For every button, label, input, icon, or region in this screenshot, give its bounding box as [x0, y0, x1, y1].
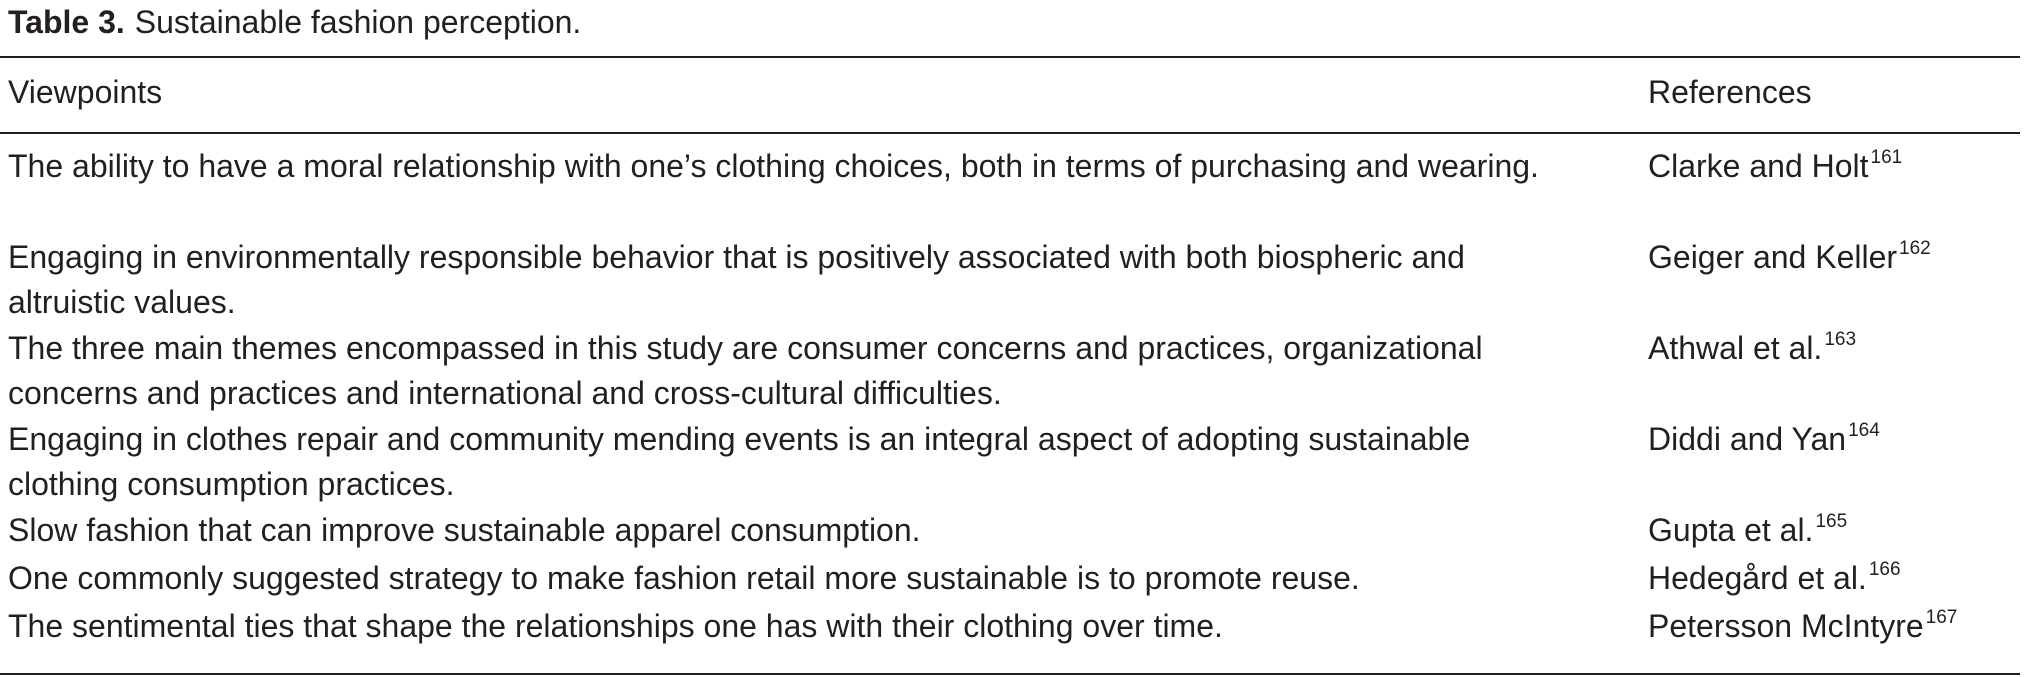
table-header-row [0, 60, 2020, 130]
reference-cell [1648, 144, 1902, 189]
reference-authors: Petersson McIntyre [1648, 608, 1924, 644]
table-row [0, 508, 2020, 556]
reference-authors: Clarke and Holt [1648, 148, 1869, 184]
reference-cell [1648, 556, 1901, 601]
reference-authors: Geiger and Keller [1648, 239, 1898, 275]
reference-number: 161 [1870, 147, 1903, 168]
reference-cell [1648, 604, 1957, 649]
table-title: Sustainable fashion perception. [134, 4, 582, 40]
viewpoint-cell: Slow fashion that can improve sustainable apparel consumption. [8, 512, 921, 548]
table-row [0, 604, 2020, 652]
viewpoint-cell: The ability to have a moral relationship with one’s clothing choices, both in terms of purchasing and wearing. [8, 148, 1539, 184]
viewpoint-cell: The sentimental ties that shape the relationships one has with their clothing over time. [8, 608, 1223, 644]
reference-cell [1648, 326, 1856, 371]
reference-authors: Gupta et al. [1648, 512, 1814, 548]
table-row [0, 144, 2020, 235]
reference-cell [1648, 508, 1847, 553]
reference-authors: Athwal et al. [1648, 330, 1823, 366]
reference-cell [1648, 235, 1931, 280]
viewpoint-cell: Engaging in clothes repair and community mending events is an integral aspect of adopting sustainable clothing consumption practices. [8, 421, 1471, 502]
table-row [0, 235, 2020, 326]
header-references: References [1648, 74, 1812, 110]
table-row [0, 326, 2020, 417]
header-viewpoints: Viewpoints [8, 74, 163, 110]
reference-number: 162 [1899, 238, 1931, 259]
reference-authors: Diddi and Yan [1648, 421, 1847, 457]
reference-number: 166 [1868, 559, 1901, 580]
reference-number: 167 [1925, 607, 1958, 628]
table-row [0, 417, 2020, 508]
table-caption [8, 2, 581, 42]
reference-number: 163 [1824, 329, 1857, 350]
table-body [0, 144, 2020, 652]
reference-authors: Hedegård et al. [1648, 560, 1867, 596]
viewpoint-cell: Engaging in environmentally responsible behavior that is positively associated with both biospheric and altruistic values. [8, 239, 1465, 320]
table-label: Table 3. [8, 4, 125, 40]
table-row [0, 556, 2020, 604]
reference-number: 165 [1815, 511, 1848, 532]
table-header-rule [0, 132, 2020, 134]
reference-cell [1648, 417, 1880, 462]
table-bottom-rule [0, 673, 2020, 675]
viewpoint-cell: One commonly suggested strategy to make fashion retail more sustainable is to promote reuse. [8, 560, 1360, 596]
reference-number: 164 [1848, 420, 1880, 441]
table-top-rule [0, 56, 2020, 58]
viewpoint-cell: The three main themes encompassed in this study are consumer concerns and practices, organizational concerns and practices and international and cross-cultural difficulties. [8, 330, 1483, 411]
